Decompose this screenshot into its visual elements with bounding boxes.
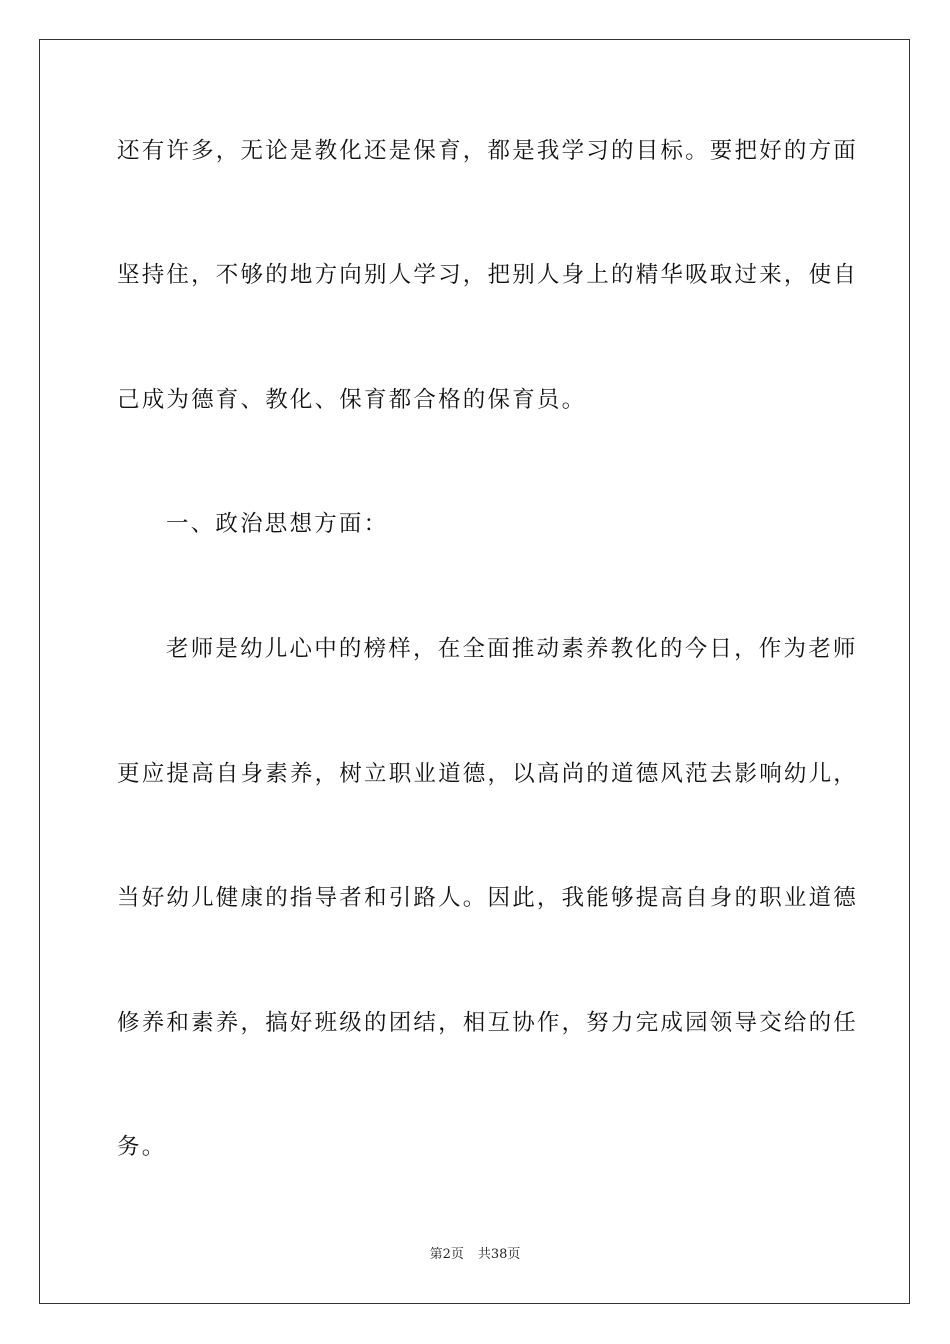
paragraph-line: 己成为德育、教化、保育都合格的保育员。 bbox=[117, 387, 587, 413]
paragraph-line: 老师是幼儿心中的榜样，在全面推动素养教化的今日，作为老师 bbox=[166, 636, 858, 662]
paragraph-line: 还有许多，无论是教化还是保育，都是我学习的目标。要把好的方面 bbox=[117, 138, 859, 164]
page-frame bbox=[39, 39, 910, 1304]
paragraph-line: 当好幼儿健康的指导者和引路人。因此，我能够提高自身的职业道德 bbox=[117, 885, 859, 911]
page-footer bbox=[0, 1246, 950, 1264]
page-number: 第2页 bbox=[429, 1247, 464, 1262]
paragraph-line: 修养和素养，搞好班级的团结，相互协作，努力完成园领导交给的任 bbox=[117, 1010, 859, 1036]
page-total: 共38页 bbox=[477, 1247, 521, 1262]
paragraph-line: 坚持住，不够的地方向别人学习，把别人身上的精华吸取过来，使自 bbox=[117, 262, 859, 288]
section-heading: 一、政治思想方面： bbox=[166, 511, 389, 537]
paragraph-line: 更应提高自身素养，树立职业道德，以高尚的道德风范去影响幼儿， bbox=[117, 761, 859, 787]
paragraph-line: 务。 bbox=[117, 1134, 167, 1160]
